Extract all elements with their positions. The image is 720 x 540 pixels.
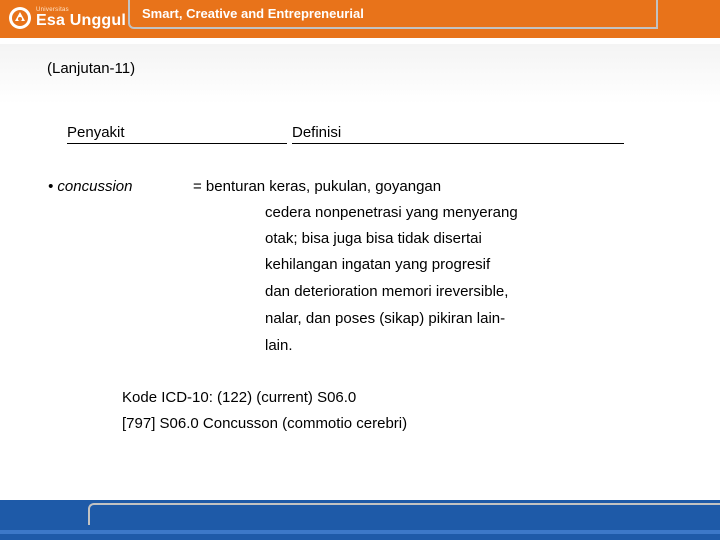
definition-line: kehilangan ingatan yang progresif: [265, 256, 491, 273]
icd-code-line: Kode ICD-10: (122) (current) S06.0: [122, 389, 357, 406]
column-header-definisi: Definisi: [292, 124, 342, 141]
university-logo: [8, 4, 126, 32]
page-title: (Lanjutan-11): [47, 60, 136, 77]
term-concussion: • concussion: [48, 178, 133, 195]
definition-line: cedera nonpenetrasi yang menyerang: [265, 204, 518, 221]
definition-line: dan deterioration memori ireversible,: [265, 283, 509, 300]
logo-name: Esa Unggul: [36, 12, 127, 29]
footer-line: [0, 530, 720, 534]
university-logo-icon: [8, 6, 32, 30]
logo-small-text: Universitas: [36, 7, 69, 13]
definition-line: nalar, dan poses (sikap) pikiran lain-: [265, 310, 506, 327]
icd-code-detail-line: [797] S06.0 Concusson (commotio cerebri): [122, 415, 408, 432]
tagline: Smart, Creative and Entrepreneurial: [142, 6, 364, 21]
definition-line: lain.: [265, 337, 293, 354]
column-underline-penyakit: [67, 143, 287, 144]
header-banner: [0, 0, 720, 38]
column-underline-definisi: [292, 143, 624, 144]
definition-first-line: = benturan keras, pukulan, goyangan: [193, 178, 442, 195]
column-header-penyakit: Penyakit: [67, 124, 125, 141]
definition-line: otak; bisa juga bisa tidak disertai: [265, 230, 482, 247]
footer-frame: [88, 503, 720, 525]
